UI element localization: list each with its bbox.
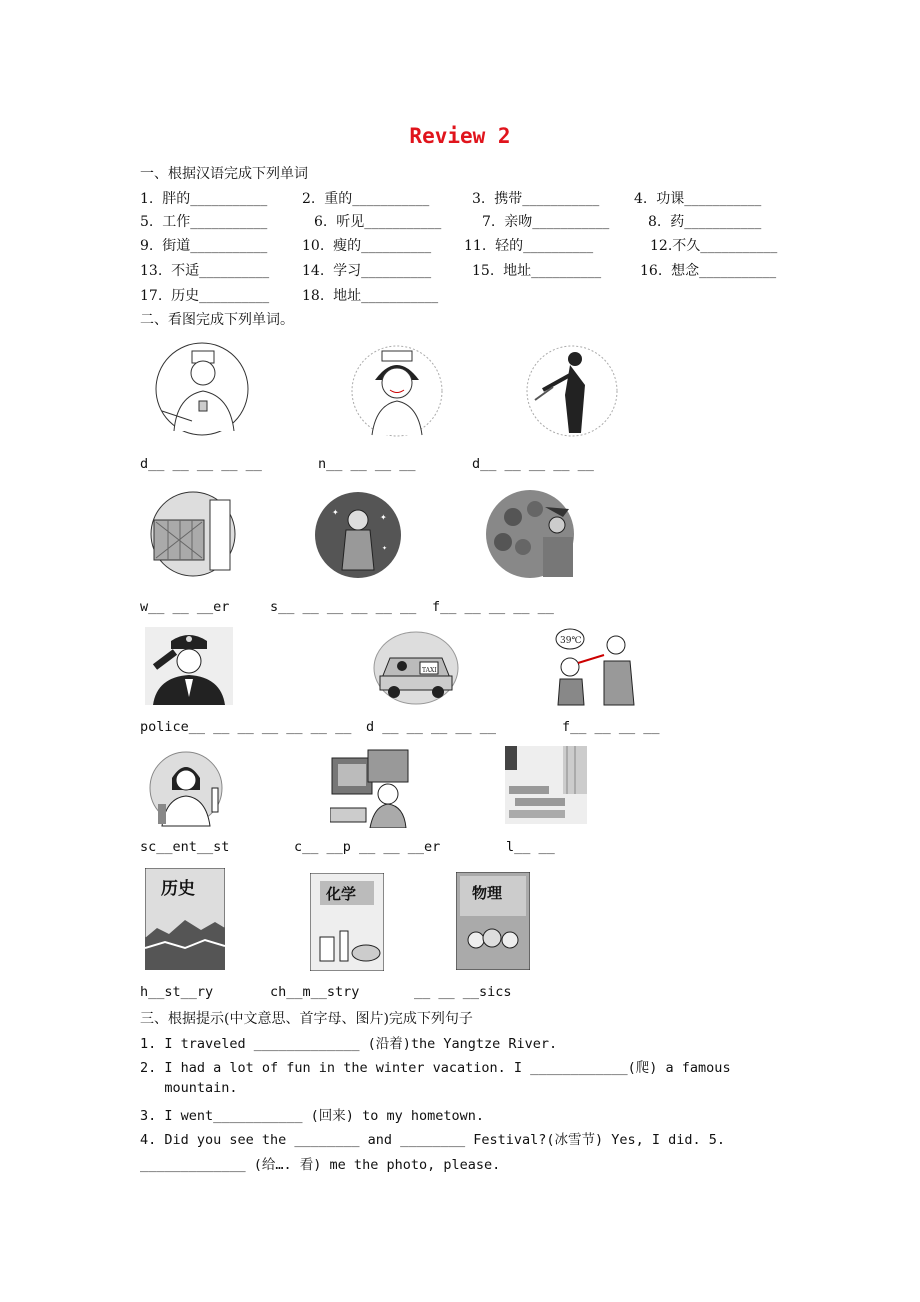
vocab-item: 10. 瘦的__________ <box>302 238 432 254</box>
picture-word: police__ __ __ __ __ __ __ <box>140 719 352 735</box>
waiter-picture <box>148 490 238 578</box>
computer-programmer-picture <box>330 748 418 828</box>
history-book-picture <box>145 868 225 970</box>
vocab-item: 7. 亲吻___________ <box>482 214 610 230</box>
sentence-line: _____________ (给…. 看) me the photo, please. <box>140 1157 501 1173</box>
scientist-picture <box>148 748 230 828</box>
picture-word: f__ __ __ __ __ <box>432 599 554 615</box>
doctor-fever-picture <box>552 625 640 707</box>
chemistry-book-picture <box>310 873 384 971</box>
thermometer-reading: 39℃ <box>560 636 582 646</box>
picture-word: ch__m__stry <box>270 984 360 1000</box>
picture-word: c__ __p __ __ __er <box>294 839 441 855</box>
book-title-physics: 物理 <box>472 884 503 902</box>
book-title-history: 历史 <box>161 879 195 899</box>
vocab-item: 5. 工作___________ <box>140 214 268 230</box>
vocab-item: 8. 药___________ <box>648 214 762 230</box>
singer-picture <box>312 490 404 580</box>
vocab-item: 6. 听见___________ <box>314 214 442 230</box>
dancer-picture <box>525 345 620 437</box>
policeman-picture <box>145 627 233 705</box>
section1-heading: 一、根据汉语完成下列单词 <box>140 166 308 182</box>
book-title-chemistry: 化学 <box>326 885 357 903</box>
doctor-picture <box>152 341 252 436</box>
farmer-picture <box>483 487 578 579</box>
vocab-item: 16. 想念___________ <box>640 263 777 279</box>
picture-word: h__st__ry <box>140 984 214 1000</box>
vocab-item: 14. 学习__________ <box>302 263 432 279</box>
sentence-line: 4. Did you see the ________ and ________ Festival?(冰雪节) Yes, I did. 5. <box>140 1132 726 1148</box>
page-title: Review 2 <box>409 124 511 148</box>
vocab-item: 15. 地址__________ <box>472 263 602 279</box>
vocab-item: 13. 不适__________ <box>140 263 270 279</box>
picture-word: n__ __ __ __ <box>318 456 416 472</box>
vocab-item: 12.不久___________ <box>650 238 778 254</box>
picture-word: sc__ent__st <box>140 839 230 855</box>
vocab-item: 2. 重的___________ <box>302 191 430 207</box>
sentence-line: 1. I traveled _____________ (沿着)the Yangtze River. <box>140 1036 558 1052</box>
picture-word: d__ __ __ __ __ <box>472 456 594 472</box>
picture-word: f__ __ __ __ <box>562 719 660 735</box>
picture-word: l__ __ <box>506 839 555 855</box>
library-picture <box>505 746 587 824</box>
sentence-line: mountain. <box>140 1080 238 1096</box>
section3-heading: 三、根据提示(中文意思、首字母、图片)完成下列句子 <box>140 1011 473 1027</box>
picture-word: w__ __ __er <box>140 599 230 615</box>
section2-heading: 二、看图完成下列单词。 <box>140 312 294 328</box>
svg-text:✦: ✦ <box>382 545 388 552</box>
svg-text:✦: ✦ <box>380 513 387 522</box>
vocab-item: 4. 功课___________ <box>634 191 762 207</box>
vocab-item: 11. 轻的__________ <box>464 238 594 254</box>
svg-text:✦: ✦ <box>332 508 339 517</box>
sentence-line: 3. I went___________ (回来) to my hometown. <box>140 1108 484 1124</box>
picture-word: s__ __ __ __ __ __ <box>270 599 417 615</box>
nurse-picture <box>350 345 445 437</box>
vocab-item: 17. 历史__________ <box>140 288 270 304</box>
sentence-line: 2. I had a lot of fun in the winter vacation. I ____________(爬) a famous <box>140 1060 731 1076</box>
physics-book-picture <box>456 872 530 970</box>
vocab-item: 3. 携带___________ <box>472 191 600 207</box>
picture-word: __ __ __sics <box>414 984 512 1000</box>
picture-word: d __ __ __ __ __ <box>366 719 497 735</box>
vocab-item: 1. 胖的___________ <box>140 191 268 207</box>
vocab-item: 18. 地址___________ <box>302 288 439 304</box>
taxi-driver-picture <box>372 630 460 705</box>
picture-word: d__ __ __ __ __ <box>140 456 262 472</box>
vocab-item: 9. 街道___________ <box>140 238 268 254</box>
taxi-sign: TAXI <box>422 667 437 674</box>
